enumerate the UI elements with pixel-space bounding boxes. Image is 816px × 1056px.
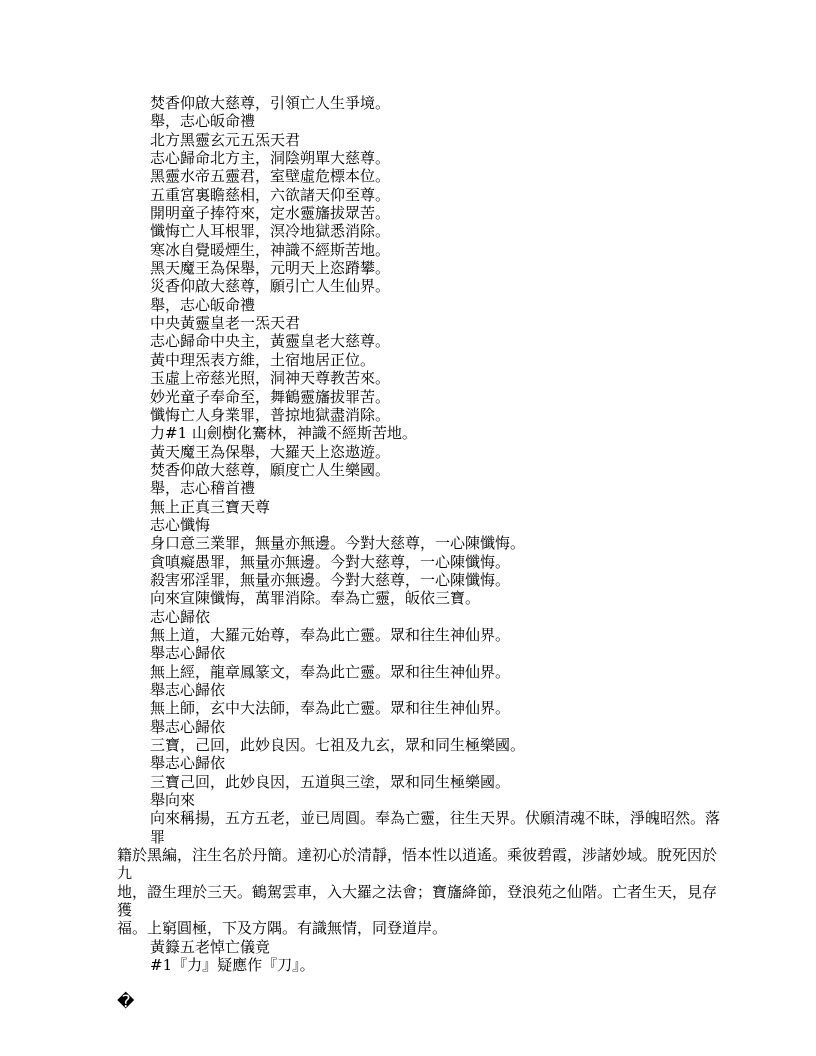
- text-line: 無上經，龍章鳳篆文，奉為此亡靈。眾和往生神仙界。: [150, 662, 511, 681]
- text-line: 黃籙五老悼亡儀竟: [150, 937, 271, 956]
- text-line: 舉志心歸依: [150, 754, 226, 773]
- text-line: 三寶，己回，此妙良因。七祖及九玄，眾和同生極樂國。: [150, 736, 526, 755]
- text-line: 寒冰自覺暖煙生，神識不經斯苦地。: [150, 240, 391, 259]
- text-line: 北方黑靈玄元五炁天君: [150, 130, 301, 149]
- text-line: 向來稱揚，五方五老，並已周圓。奉為亡靈，往生天界。伏願清魂不昧，淨魄昭然。落罪: [150, 809, 721, 846]
- text-line: 焚香仰啟大慈尊，引領亡人生爭境。: [150, 94, 391, 112]
- text-line: 地，證生理於三天。鶴駕雲車，入大羅之法會；寶旛絳節，登浪苑之仙階。亡者生天，見存獲: [117, 882, 718, 920]
- text-line: 三寶己回，此妙良因，五道與三塗，眾和同生極樂國。: [150, 772, 511, 791]
- text-line: 黑靈水帝五靈君，室壁虛危標本位。: [150, 167, 391, 186]
- text-line: 舉志心歸依: [150, 681, 226, 699]
- text-line: 籍於黑編，注生名於丹簡。達初心於清靜，悟本性以逍遙。乘彼碧霞，涉諸妙域。脫死因於九: [117, 846, 718, 883]
- text-line: 志心歸命中央主，黃靈皇老大慈尊。: [150, 332, 391, 351]
- text-line: 舉，志心皈命禮: [150, 112, 256, 131]
- text-line: 殺害邪淫罪，無量亦無邊。今對大慈尊，一心陳懺悔。: [150, 570, 511, 589]
- text-line: 無上正真三寶天尊: [150, 497, 271, 516]
- text-line: 焚香仰啟大慈尊，願度亡人生樂國。: [150, 460, 391, 479]
- text-line: 黑天魔王為保舉，元明天上恣蹐攀。: [150, 259, 391, 278]
- text-line: 志心歸依: [150, 607, 211, 626]
- text-line: 貪嗔癡愚罪，無量亦無邊。今對大慈尊，一心陳懺悔。: [150, 552, 511, 571]
- text-line: 中央黃靈皇老一炁天君: [150, 314, 301, 333]
- text-line: 懺悔亡人身業罪，普掠地獄盡消除。: [150, 405, 391, 424]
- text-line: #1『力』疑應作『刀』。: [150, 956, 315, 975]
- text-line: 舉，志心皈命禮: [150, 295, 256, 314]
- replacement-character: �: [117, 991, 135, 1012]
- text-line: 懺悔亡人耳根罪，溟冷地獄悉消除。: [150, 222, 391, 241]
- text-line: 黃中理炁表方維，土宿地居正位。: [150, 350, 376, 369]
- text-line: 志心歸命北方主，洞陰朔單大慈尊。: [150, 149, 391, 168]
- text-line: 災香仰啟大慈尊，願引亡人生仙界。: [150, 277, 391, 296]
- text-line: 向來宣陳懺悔，萬罪消除。奉為亡靈，皈依三寶。: [150, 589, 481, 608]
- text-line: 五重宮裏瞻慈相，六欲諸天仰至尊。: [150, 185, 391, 204]
- text-line: 妙光童子奉命至，舞鶴靈旛拔罪苦。: [150, 387, 391, 406]
- text-line: 身口意三業罪，無量亦無邊。今對大慈尊，一心陳懺悔。: [150, 534, 526, 553]
- text-line: 無上師，玄中大法師，奉為此亡靈。眾和往生神仙界。: [150, 699, 511, 718]
- text-line: 舉向來: [150, 791, 196, 810]
- document-text-lines: [117, 94, 721, 975]
- text-line: 黃天魔王為保舉，大羅天上恣遨遊。: [150, 442, 391, 461]
- text-line: 力#1 山劍樹化騫林，神識不經斯苦地。: [150, 424, 417, 443]
- text-line: 開明童子捧符來，定水靈旛拔眾苦。: [150, 204, 391, 223]
- text-line: 舉志心歸依: [150, 644, 226, 663]
- document-body: [117, 94, 721, 1011]
- text-line: 福。上窮圓極，下及方隅。有識無情，同登道岸。: [117, 919, 448, 938]
- text-line: 志心懺悔: [150, 515, 211, 534]
- text-line: 舉志心歸依: [150, 717, 226, 736]
- text-line: 玉虛上帝慈光照，洞神天尊教苦來。: [150, 369, 391, 388]
- text-line: 無上道，大羅元始尊，奉為此亡靈。眾和往生神仙界。: [150, 625, 511, 644]
- text-line: 舉，志心稽首禮: [150, 479, 256, 498]
